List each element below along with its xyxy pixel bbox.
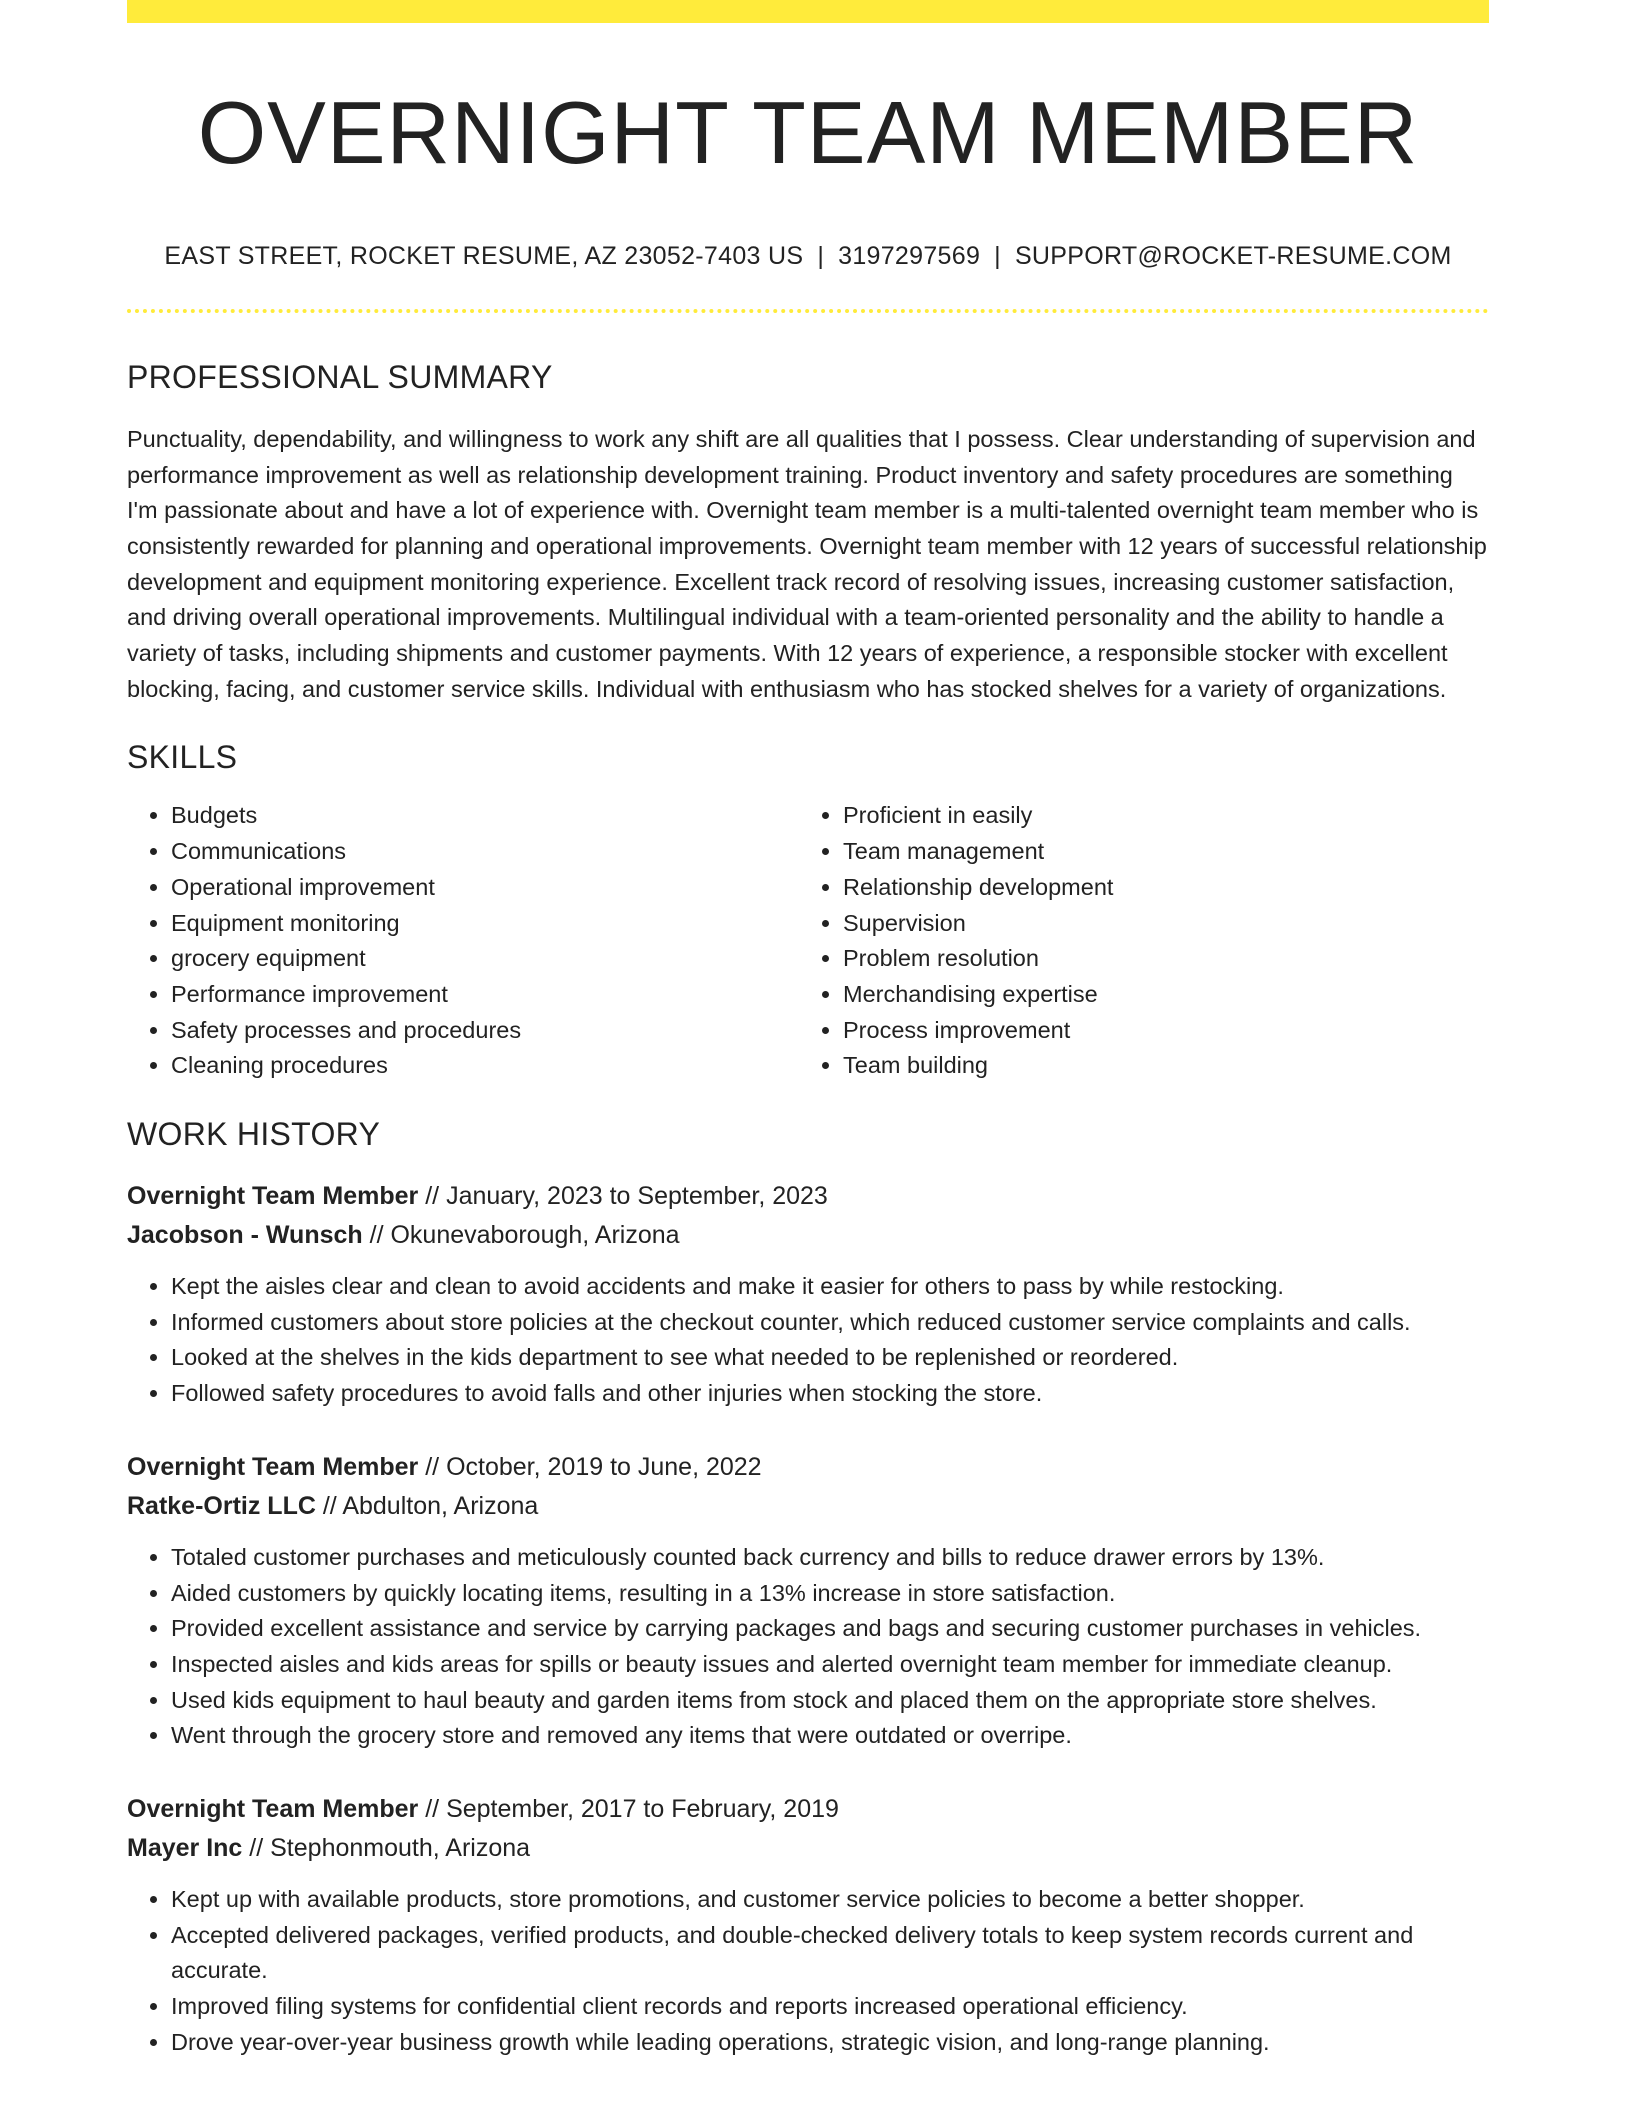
skill-item: • grocery equipment <box>171 941 799 977</box>
skills-column-left <box>127 798 799 1084</box>
job-dates: // January, 2023 to September, 2023 <box>425 1182 828 1211</box>
job-entry <box>127 1448 1489 1754</box>
job-role: Overnight Team Member <box>127 1795 419 1824</box>
job-bullet: • Went through the grocery store and removed any items that were outdated or overripe. <box>171 1718 1489 1754</box>
job-dates: // September, 2017 to February, 2019 <box>425 1795 839 1824</box>
job-bullets <box>127 1540 1489 1754</box>
skill-item: • Budgets <box>171 798 799 834</box>
job-role-line <box>127 1448 1489 1487</box>
skill-item: • Proficient in easily <box>843 798 1471 834</box>
resume-page <box>127 0 1489 2061</box>
skills-list <box>127 798 1489 1084</box>
job-role-line <box>127 1790 1489 1829</box>
job-bullet: • Improved filing systems for confidential client records and reports increased operational efficiency. <box>171 1989 1489 2025</box>
job-company: Ratke-Ortiz LLC <box>127 1491 316 1520</box>
contact-address: EAST STREET, ROCKET RESUME, AZ 23052-7403 US <box>164 241 804 270</box>
job-bullet: • Accepted delivered packages, verified products, and double-checked delivery totals to keep system records current and accurate. <box>171 1918 1489 1989</box>
skill-item: • Operational improvement <box>171 870 799 906</box>
summary-text: Punctuality, dependability, and willingness to work any shift are all qualities that I possess. Clear understanding of supervision and performance improvement as well as relationship development training. Product inventory and safety procedures are something I'm passionate about and have a lot of experience with. Overnight team member is a multi-talented overnight team member who is consistently rewarded for planning and operational improvements. Overnight team member with 12 years of successful relationship development and equipment monitoring experience. Excellent track record of resolving issues, increasing customer satisfaction, and driving overall operational improvements. Multilingual individual with a team-oriented personality and the ability to handle a variety of tasks, including shipments and customer payments. With 12 years of experience, a responsible stocker with excellent blocking, facing, and customer service skills. Individual with enthusiasm who has stocked shelves for a variety of organizations. <box>127 425 1487 702</box>
contact-email[interactable]: SUPPORT@ROCKET-RESUME.COM <box>1014 241 1452 270</box>
job-bullet: • Kept up with available products, store promotions, and customer service policies to become a better shopper. <box>171 1882 1489 1918</box>
job-bullet: • Looked at the shelves in the kids department to see what needed to be replenished or reordered. <box>171 1340 1489 1376</box>
skill-item: • Safety processes and procedures <box>171 1013 799 1049</box>
skill-item: • Supervision <box>843 906 1471 942</box>
job-company-line <box>127 1829 1489 1868</box>
job-dates: // October, 2019 to June, 2022 <box>425 1452 762 1481</box>
skill-item: • Communications <box>171 834 799 870</box>
job-bullet: • Kept the aisles clear and clean to avoid accidents and make it easier for others to pass by while restocking. <box>171 1269 1489 1305</box>
skill-item: • Team management <box>843 834 1471 870</box>
job-role-line <box>127 1177 1489 1216</box>
work-heading: WORK HISTORY <box>127 1116 381 1153</box>
work-history-list <box>127 1177 1489 2061</box>
skill-item: • Team building <box>843 1048 1471 1084</box>
contact-phone: 3197297569 <box>838 241 981 270</box>
skills-heading: SKILLS <box>127 739 238 776</box>
job-company: Jacobson - Wunsch <box>127 1221 363 1250</box>
job-role: Overnight Team Member <box>127 1182 419 1211</box>
job-bullet: • Used kids equipment to haul beauty and garden items from stock and placed them on the appropriate store shelves. <box>171 1683 1489 1719</box>
job-bullet: • Totaled customer purchases and meticulously counted back currency and bills to reduce drawer errors by 13%. <box>171 1540 1489 1576</box>
job-company: Mayer Inc <box>127 1834 243 1863</box>
resume-title: OVERNIGHT TEAM MEMBER <box>197 83 1419 182</box>
job-location: // Abdulton, Arizona <box>322 1491 539 1520</box>
skill-item: • Relationship development <box>843 870 1471 906</box>
job-bullet: • Followed safety procedures to avoid falls and other injuries when stocking the store. <box>171 1376 1489 1412</box>
job-entry <box>127 1790 1489 2061</box>
job-bullet: • Inspected aisles and kids areas for spills or beauty issues and alerted overnight team member for immediate cleanup. <box>171 1647 1489 1683</box>
skill-item: • Problem resolution <box>843 941 1471 977</box>
job-company-line <box>127 1216 1489 1255</box>
skill-item: • Merchandising expertise <box>843 977 1471 1013</box>
contact-line <box>127 242 1489 271</box>
job-company-line <box>127 1487 1489 1526</box>
job-location: // Stephonmouth, Arizona <box>249 1834 531 1863</box>
top-accent-bar <box>127 0 1489 23</box>
job-entry <box>127 1177 1489 1412</box>
summary-heading: PROFESSIONAL SUMMARY <box>127 358 553 395</box>
job-bullets <box>127 1882 1489 2061</box>
skill-item: • Process improvement <box>843 1013 1471 1049</box>
contact-separator: | <box>817 241 825 270</box>
skill-item: • Cleaning procedures <box>171 1048 799 1084</box>
job-bullets <box>127 1269 1489 1412</box>
skills-column-right <box>799 798 1471 1084</box>
job-bullet: • Provided excellent assistance and service by carrying packages and bags and securing customer purchases in vehicles. <box>171 1611 1489 1647</box>
job-bullet: • Aided customers by quickly locating items, resulting in a 13% increase in store satisfaction. <box>171 1576 1489 1612</box>
skill-item: • Equipment monitoring <box>171 906 799 942</box>
job-location: // Okunevaborough, Arizona <box>369 1221 680 1250</box>
skill-item: • Performance improvement <box>171 977 799 1013</box>
job-bullet: • Informed customers about store policies at the checkout counter, which reduced customer service complaints and calls. <box>171 1305 1489 1341</box>
job-bullet: • Drove year-over-year business growth while leading operations, strategic vision, and long-range planning. <box>171 2025 1489 2061</box>
job-role: Overnight Team Member <box>127 1452 419 1481</box>
contact-separator: | <box>994 241 1001 270</box>
dotted-divider <box>127 309 1489 313</box>
